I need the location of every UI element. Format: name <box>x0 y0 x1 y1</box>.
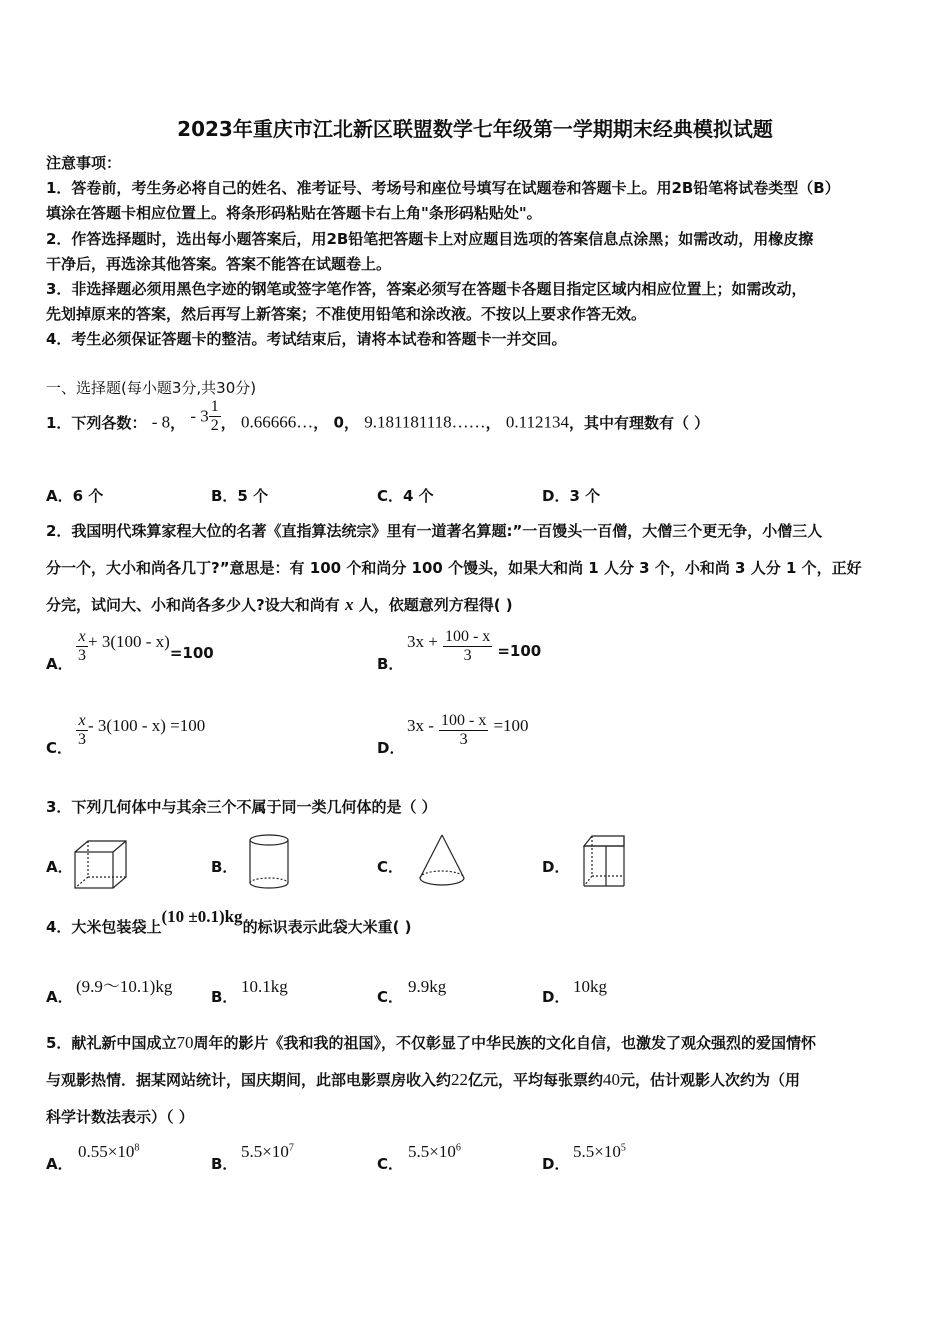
question-4 <box>46 907 412 937</box>
q2-option-a-expr[interactable] <box>76 628 214 665</box>
notice-line: 3．非选择题必须用黑色字迹的钢笔或签字笔作答，答案必须写在答题卡各题目指定区域内相应位置上；如需改动， <box>46 280 807 298</box>
expr-rest: + 3(100 - x) <box>88 631 170 651</box>
q3-option-c-label[interactable]: C． <box>377 858 404 876</box>
separator: ， <box>170 414 186 432</box>
frac-denominator: 3 <box>459 731 468 748</box>
separator: ， <box>343 414 359 432</box>
q1-option-c[interactable]: C．4 个 <box>377 487 434 505</box>
mixed-numerator: 1 <box>210 398 219 415</box>
q4-option-d-label[interactable]: D． <box>542 988 570 1006</box>
separator: ， <box>485 414 501 432</box>
q2-line: 分一个，大小和尚各几丁?”意思是：有 100 个和尚分 100 个馒头，如果大和尚 1 人分 3 个，小和尚 3 人分 1 个，正好 <box>46 559 862 577</box>
notice-line: 先划掉原来的答案，然后再写上新答案；不准使用铅笔和涂改液。不按以上要求作答无效。 <box>46 305 647 323</box>
q5-option-d-label[interactable]: D． <box>542 1155 570 1173</box>
expr-equals: =100 <box>493 715 529 735</box>
sci-exponent: 6 <box>455 1142 461 1154</box>
frac-numerator: 100 - x <box>444 628 491 645</box>
prism-icon[interactable] <box>578 832 630 892</box>
q2-option-c-expr[interactable] <box>76 712 205 749</box>
expr-equals: =100 <box>169 643 214 662</box>
q1-mixed-number <box>190 398 220 435</box>
expr-rest: - 3(100 - x) =100 <box>88 715 206 735</box>
q3-option-d-label[interactable]: D． <box>542 858 570 876</box>
q1-option-d[interactable]: D．3 个 <box>542 487 601 505</box>
q5-number: 40 <box>603 1070 621 1089</box>
frac-numerator: 100 - x <box>441 712 487 729</box>
q2-line <box>46 594 513 615</box>
q5-number: 22 <box>451 1070 469 1089</box>
frac-denominator: 3 <box>463 647 472 664</box>
section-heading: 一、选择题(每小题3分,共30分) <box>46 379 257 397</box>
expr-equals: =100 <box>497 641 542 660</box>
q2-option-b-label[interactable]: B． <box>377 655 404 673</box>
q5-option-c-label[interactable]: C． <box>377 1155 404 1173</box>
question-1 <box>46 398 710 441</box>
q1-number: 9.181181118…… <box>364 412 486 432</box>
q5-line <box>46 1069 800 1090</box>
cube-icon[interactable] <box>72 838 130 892</box>
q3-option-b-label[interactable]: B． <box>211 858 238 876</box>
q4-option-a-value[interactable]: (9.9～10.1)kg <box>76 977 173 996</box>
notice-line: 填涂在答题卡相应位置上。将条形码粘贴在答题卡右上角"条形码粘贴处"。 <box>46 204 542 222</box>
q4-prefix: 4．大米包装袋上 <box>46 918 162 936</box>
sci-base: 5.5×10 <box>241 1142 289 1161</box>
notice-line: 干净后，再选涂其他答案。答案不能答在试题卷上。 <box>46 255 392 273</box>
sci-base: 5.5×10 <box>573 1142 621 1161</box>
separator: ， <box>313 414 329 432</box>
page-title: 2023年重庆市江北新区联盟数学七年级第一学期期末经典模拟试题 <box>177 117 773 141</box>
q1-option-a[interactable]: A．6 个 <box>46 487 104 505</box>
q5-option-d-value[interactable] <box>573 1142 626 1162</box>
cylinder-icon[interactable] <box>246 832 292 892</box>
q5-text: 5．献礼新中国成立 <box>46 1034 177 1052</box>
q5-option-a-value[interactable] <box>78 1142 139 1162</box>
q5-text: 元，估计观影人次约为（用 <box>620 1071 801 1089</box>
q2-option-d-label[interactable]: D． <box>377 739 405 757</box>
frac-denominator: 3 <box>78 731 86 748</box>
q2-option-b-expr[interactable] <box>407 628 541 665</box>
q2-line: 2．我国明代珠算家程大位的名著《直指算法统宗》里有一道著名算题:”一百馒头一百僧，大僧三个更无争，小僧三人 <box>46 522 823 540</box>
q1-option-b[interactable]: B．5 个 <box>211 487 269 505</box>
q2-line3-start: 分完，试问大、小和尚各多少人?设大和尚有 <box>46 596 340 614</box>
q2-option-d-expr[interactable] <box>407 712 529 749</box>
q4-suffix: 的标识表示此袋大米重( ) <box>242 918 412 936</box>
q1-prefix: 1．下列各数： <box>46 414 147 432</box>
frac-numerator: x <box>76 712 88 731</box>
q4-option-b-label[interactable]: B． <box>211 988 238 1006</box>
q1-number: 0 <box>333 413 344 432</box>
q5-line: 科学计数法表示）（ ） <box>46 1108 194 1126</box>
q4-option-c-label[interactable]: C． <box>377 988 404 1006</box>
sci-exponent: 8 <box>134 1142 140 1154</box>
q2-option-c-label[interactable]: C． <box>46 739 73 757</box>
q5-option-c-value[interactable] <box>408 1142 461 1162</box>
q1-number: - 8 <box>151 412 171 432</box>
q2-line3-end: 人，依题意列方程得( ) <box>358 596 513 614</box>
mixed-denominator: 2 <box>210 417 219 434</box>
q2-option-a-label[interactable]: A． <box>46 655 73 673</box>
q5-text: 与观影热情．据某网站统计，国庆期间，此部电影票房收入约 <box>46 1071 452 1089</box>
separator: ， <box>220 414 236 432</box>
sci-base: 5.5×10 <box>408 1142 456 1161</box>
sci-base: 0.55×10 <box>78 1142 135 1161</box>
q1-number: 0.112134 <box>505 412 569 432</box>
notice-line: 1．答卷前，考生务必将自己的姓名、准考证号、考场号和座位号填写在试题卷和答题卡上。用2B铅笔将试卷类型（B） <box>46 179 840 197</box>
expr-lead: 3x - <box>407 715 434 735</box>
notice-heading: 注意事项： <box>46 154 122 172</box>
sci-exponent: 7 <box>288 1142 294 1154</box>
sci-exponent: 5 <box>620 1142 626 1154</box>
notice-line: 4．考生必须保证答题卡的整洁。考试结束后，请将本试卷和答题卡一并交回。 <box>46 330 567 348</box>
q1-suffix: ，其中有理数有（ ） <box>568 414 710 432</box>
cone-icon[interactable] <box>416 832 468 892</box>
mixed-whole: - 3 <box>190 406 209 426</box>
q4-option-b-value[interactable]: 10.1kg <box>241 977 288 996</box>
q3-option-a-label[interactable]: A． <box>46 858 73 876</box>
q4-option-d-value[interactable]: 10kg <box>573 977 607 996</box>
q5-text: 周年的影片《我和我的祖国》，不仅彰显了中华民族的文化自信，也激发了观众强烈的爱国情怀 <box>193 1034 816 1052</box>
frac-numerator: x <box>76 628 88 647</box>
frac-denominator: 3 <box>78 647 86 664</box>
q5-option-b-value[interactable] <box>241 1142 294 1162</box>
q4-option-c-value[interactable]: 9.9kg <box>408 977 447 996</box>
notice-line: 2．作答选择题时，选出每小题答案后，用2B铅笔把答题卡上对应题目选项的答案信息点涂黑；如需改动，用橡皮擦 <box>46 230 814 248</box>
q4-option-a-label[interactable]: A． <box>46 988 73 1006</box>
q1-number: 0.66666… <box>241 412 314 432</box>
q5-option-b-label[interactable]: B． <box>211 1155 238 1173</box>
q4-expression: (10 ±0.1)kg <box>161 907 243 926</box>
q5-line <box>46 1032 816 1053</box>
q5-option-a-label[interactable]: A． <box>46 1155 73 1173</box>
expr-lead: 3x + <box>407 631 438 651</box>
q5-text: 亿元，平均每张票约 <box>468 1071 604 1089</box>
q5-number: 70 <box>176 1033 194 1052</box>
q3-text: 3．下列几何体中与其余三个不属于同一类几何体的是（ ） <box>46 798 437 816</box>
q2-variable: x <box>344 595 354 614</box>
